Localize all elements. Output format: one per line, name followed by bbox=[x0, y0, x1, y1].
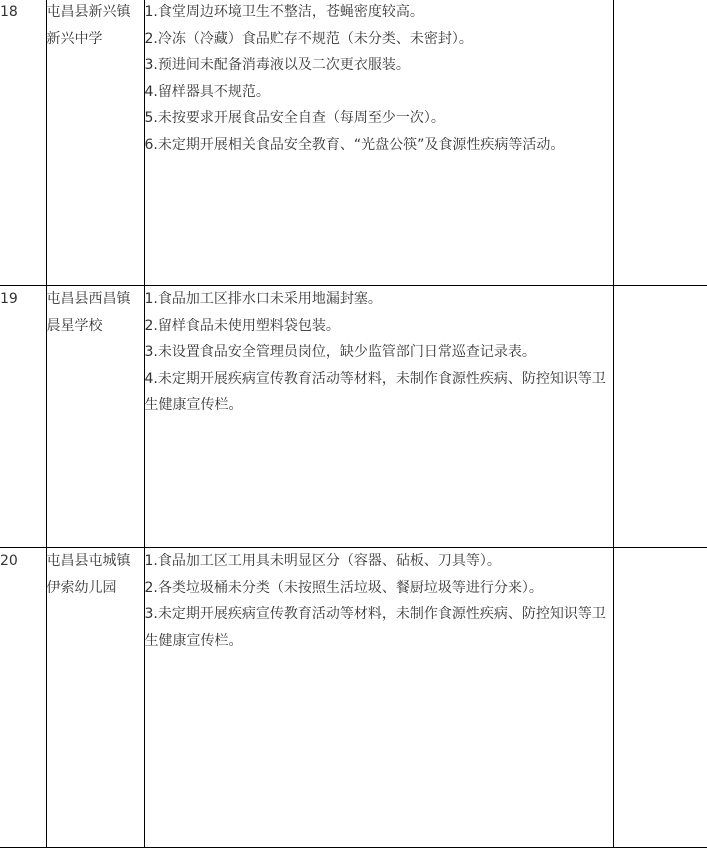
issue-item: 2.各类垃圾桶未分类（未按照生活垃圾、餐厨垃圾等进行分来）。 bbox=[144, 579, 543, 596]
issue-item: 1.食品加工区工用具未明显区分（容器、砧板、刀具等）。 bbox=[144, 553, 501, 569]
issues-cell bbox=[144, 548, 613, 848]
issue-item: 1.食堂周边环境卫生不整洁，苍蝇密度较高。 bbox=[144, 4, 424, 20]
issue-item: 3.未设置食品安全管理员岗位，缺少监管部门日常巡查记录表。 bbox=[144, 344, 536, 360]
unit-name: 屯昌县西昌镇晨星学校 bbox=[46, 286, 144, 548]
issue-item: 6.未定期开展相关食品安全教育、“光盘公筷”及食源性疾病等活动。 bbox=[144, 136, 565, 153]
issue-item: 4.未定期开展疾病宣传教育活动等材料，未制作食源性疾病、防控知识等卫生健康宣传栏。 bbox=[144, 370, 606, 413]
issue-item: 2.留样食品未使用塑料袋包装。 bbox=[144, 317, 340, 334]
row-number: 18 bbox=[0, 0, 46, 286]
remark-cell bbox=[613, 548, 707, 848]
issue-item: 1.食品加工区排水口未采用地漏封塞。 bbox=[144, 291, 382, 307]
row-number: 19 bbox=[0, 286, 46, 548]
issues-cell bbox=[144, 286, 613, 548]
table-row bbox=[0, 0, 707, 286]
issue-item: 2.冷冻（冷藏）食品贮存不规范（未分类、未密封）。 bbox=[144, 30, 473, 47]
table-row bbox=[0, 548, 707, 848]
issue-item: 5.未按要求开展食品安全自查（每周至少一次）。 bbox=[144, 110, 445, 126]
remark-cell bbox=[613, 286, 707, 548]
remark-cell bbox=[613, 0, 707, 286]
issue-item: 3.未定期开展疾病宣传教育活动等材料，未制作食源性疾病、防控知识等卫生健康宣传栏。 bbox=[144, 606, 606, 649]
unit-name: 屯昌县屯城镇伊索幼儿园 bbox=[46, 548, 144, 848]
unit-name: 屯昌县新兴镇新兴中学 bbox=[46, 0, 144, 286]
issue-item: 4.留样器具不规范。 bbox=[144, 83, 270, 100]
issue-item: 3.预进间未配备消毒液以及二次更衣服装。 bbox=[144, 57, 410, 73]
table-row bbox=[0, 286, 707, 548]
issues-cell bbox=[144, 0, 613, 286]
row-number: 20 bbox=[0, 548, 46, 848]
